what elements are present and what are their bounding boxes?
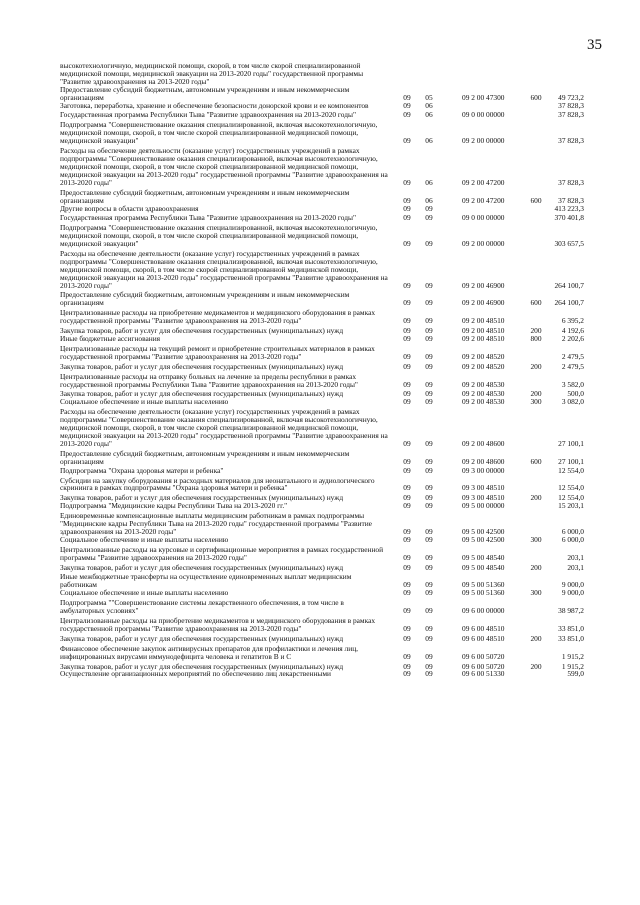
amount: 33 851,0 [558, 633, 584, 643]
amount: 2 202,6 [561, 334, 584, 343]
amount: 203,1 [567, 552, 584, 562]
amount: 9 000,0 [561, 588, 584, 598]
subsection-code: 06 [425, 100, 433, 110]
subsection-code: 09 [425, 456, 433, 466]
row-name: Расходы на обеспечение деятельности (оказание услуг) государственных учреждений в рамках подпрограммы "Совершенствование оказания специализированной, включая высокотехнологичную, медицинской помощи, скорой, в том числе скорой специализированной медицинской помощи, медицинской эвакуации на 2013-2020 годы" государственной программы "Развитие здравоохранения на 2013-2020 годы" [60, 407, 388, 448]
subsection-code: 09 [425, 438, 433, 448]
expense-type-code: 200 [530, 562, 542, 572]
row-name: Централизованные расходы на курсовые и сертификационные мероприятия в рамках государственной программы "Развитие здравоохранения на 2013-2020 годы" [60, 544, 384, 562]
row-name: высокотехнологичную, медицинской помощи, скорой, в том числе скорой специализированной медицинской помощи, медицинской эвакуации на 2013-2020 годы" государственной программы "Развитие здравоохранения на 2013-2020 годы" [60, 61, 364, 86]
subsection-code: 09 [425, 651, 433, 661]
section-code: 09 [403, 110, 411, 120]
subsection-code: 09 [425, 534, 433, 544]
table-row [60, 345, 584, 361]
section-code: 09 [403, 204, 411, 214]
target-article-code: 09 2 00 48530 [462, 389, 505, 399]
section-code: 09 [403, 397, 411, 407]
row-name: Централизованные расходы на отправку больных на лечение за пределы республики в рамках государственной программы Республики Тыва "Развитие здравоохранения на 2013-2020 годы" [60, 371, 358, 389]
table-row [60, 373, 584, 389]
table-row [60, 573, 584, 589]
row-name: Централизованные расходы на приобретение медикаментов и медицинского оборудования в рамках государственной программы "Развитие здравоохранения на 2013-2020 годы" [60, 616, 376, 633]
target-article-code: 09 3 00 48510 [462, 483, 505, 493]
table-row [60, 214, 584, 222]
target-article-code: 09 2 00 48510 [462, 326, 505, 336]
row-name: Подпрограмма "Медицинские кадры Республики Тыва на 2013-2020 гг." [60, 501, 288, 511]
row-name: Предоставление субсидий бюджетным, автономным учреждениям и иным некоммерческим организациям [60, 448, 350, 466]
amount: 370 401,8 [554, 213, 584, 223]
row-name: Закупка товаров, работ и услуг для обеспечения государственных (муниципальных) нужд [60, 389, 344, 399]
table-row [60, 477, 584, 493]
subsection-code: 09 [425, 351, 433, 361]
row-name: Осуществление организационных мероприятий по обеспечению лиц лекарственными [60, 669, 331, 679]
expense-type-code: 300 [530, 588, 542, 598]
target-article-code: 09 2 00 48530 [462, 379, 505, 389]
subsection-code: 09 [425, 580, 433, 590]
target-article-code: 09 6 00 51330 [462, 669, 505, 679]
section-code: 09 [403, 651, 411, 661]
expense-type-code: 300 [530, 397, 542, 407]
target-article-code: 09 5 00 51360 [462, 580, 505, 590]
subsection-code: 09 [425, 204, 433, 214]
section-code: 09 [403, 534, 411, 544]
row-name: Социальное обеспечение и иные выплаты населению [60, 534, 229, 544]
amount: 3 082,0 [561, 397, 584, 407]
amount: 6 000,0 [561, 526, 584, 536]
target-article-code: 09 2 00 46900 [462, 298, 505, 308]
subsection-code: 09 [425, 298, 433, 308]
table-row [60, 450, 584, 466]
table-row [60, 62, 584, 86]
amount: 3 582,0 [561, 379, 584, 389]
table-row [60, 250, 584, 290]
amount: 12 554,0 [558, 493, 584, 503]
amount: 38 987,2 [558, 606, 584, 616]
amount: 37 828,3 [558, 195, 584, 205]
subsection-code: 09 [425, 661, 433, 671]
amount: 500,0 [567, 389, 584, 399]
target-article-code: 09 2 00 48530 [462, 397, 505, 407]
section-code: 09 [403, 213, 411, 223]
subsection-code: 09 [425, 562, 433, 572]
subsection-code: 06 [425, 136, 433, 146]
section-code: 09 [403, 669, 411, 679]
amount: 413 223,3 [554, 204, 584, 214]
section-code: 09 [403, 456, 411, 466]
section-code: 09 [403, 588, 411, 598]
row-name: Закупка товаров, работ и услуг для обеспечения государственных (муниципальных) нужд [60, 661, 344, 671]
amount: 37 828,3 [558, 136, 584, 146]
target-article-code: 09 2 00 47200 [462, 195, 505, 205]
row-name: Финансовое обеспечение закупок антивирусных препаратов для профилактики и лечения лиц, инфицированных вирусами иммунодефицита человека и гепатитов В и С [60, 643, 359, 661]
row-name: Централизованные расходы на текущий ремонт и приобретение строительных материалов в рамках государственной программы "Развитие здравоохранения на 2013-2020 годы" [60, 343, 375, 361]
subsection-code: 09 [425, 389, 433, 399]
subsection-code: 09 [425, 326, 433, 336]
subsection-code: 06 [425, 110, 433, 120]
target-article-code: 09 6 00 50720 [462, 661, 505, 671]
row-name: Закупка товаров, работ и услуг для обеспечения государственных (муниципальных) нужд [60, 493, 344, 503]
subsection-code: 09 [425, 669, 433, 679]
section-code: 09 [403, 177, 411, 187]
amount: 1 915,2 [561, 651, 584, 661]
expense-type-code: 200 [530, 389, 542, 399]
row-name: Подпрограмма "Совершенствование оказания специализированной, включая высокотехнологичную, медицинской помощи, скорой, в том числе скорой специализированной медицинской помощи, медицинской эвакуации" [60, 223, 378, 249]
amount: 33 851,0 [558, 623, 584, 633]
subsection-code: 09 [425, 526, 433, 536]
expense-type-code: 600 [530, 456, 542, 466]
row-name: Подпрограмма ""Совершенствование системы лекарственного обеспечения, в том числе в амбулаторных условиях" [60, 598, 344, 616]
subsection-code: 09 [425, 552, 433, 562]
table-row [60, 617, 584, 633]
section-code: 09 [403, 580, 411, 590]
row-name: Единовременные компенсационные выплаты медицинским работникам в рамках подпрограммы "Медицинские кадры Республики Тыва на 2013-2020 годы" государственной программы "Развитие здравоохранения на 2013-2020 годы" [60, 511, 372, 536]
target-article-code: 09 5 00 00000 [462, 501, 505, 511]
row-name: Закупка товаров, работ и услуг для обеспечения государственных (муниципальных) нужд [60, 361, 344, 371]
table-row [60, 546, 584, 562]
section-code: 09 [403, 438, 411, 448]
section-code: 09 [403, 280, 411, 290]
subsection-code: 09 [425, 213, 433, 223]
amount: 37 828,3 [558, 100, 584, 110]
section-code: 09 [403, 493, 411, 503]
subsection-code: 05 [425, 92, 433, 102]
row-name: Централизованные расходы на приобретение медикаментов и медицинского оборудования в рамках государственной программы "Развитие здравоохранения на 2013-2020 годы" [60, 308, 376, 326]
target-article-code: 09 3 00 48510 [462, 493, 505, 503]
table-row [60, 589, 584, 597]
table-row [60, 121, 584, 145]
row-name: Субсидии на закупку оборудования и расходных материалов для неонатального и аудиологического скрининга в рамках подпрограммы "Охрана здоровья матери и ребенка" [60, 475, 375, 493]
section-code: 09 [403, 633, 411, 643]
section-code: 09 [403, 351, 411, 361]
table-row [60, 86, 584, 102]
target-article-code: 09 3 00 00000 [462, 465, 505, 475]
amount: 37 828,3 [558, 177, 584, 187]
section-code: 09 [403, 298, 411, 308]
amount: 4 192,6 [561, 326, 584, 336]
amount: 12 554,0 [558, 465, 584, 475]
subsection-code: 09 [425, 379, 433, 389]
target-article-code: 09 2 00 48510 [462, 316, 505, 326]
section-code: 09 [403, 526, 411, 536]
section-code: 09 [403, 389, 411, 399]
row-name: Закупка товаров, работ и услуг для обеспечения государственных (муниципальных) нужд [60, 633, 344, 643]
subsection-code: 09 [425, 397, 433, 407]
section-code: 09 [403, 483, 411, 493]
table-row [60, 111, 584, 119]
row-name: Социальное обеспечение и иные выплаты населению [60, 397, 229, 407]
row-name: Государственная программа Республики Тыва "Развитие здравоохранения на 2013-2020 годы" [60, 110, 357, 120]
subsection-code: 09 [425, 316, 433, 326]
section-code: 09 [403, 465, 411, 475]
row-name: Иные бюджетные ассигнования [60, 334, 161, 343]
subsection-code: 09 [425, 501, 433, 511]
target-article-code: 09 5 00 42500 [462, 534, 505, 544]
amount: 2 479,5 [561, 361, 584, 371]
subsection-code: 06 [425, 177, 433, 187]
section-code: 09 [403, 195, 411, 205]
amount: 49 723,2 [558, 92, 584, 102]
amount: 2 479,5 [561, 351, 584, 361]
table-row [60, 564, 584, 572]
expense-type-code: 600 [530, 298, 542, 308]
target-article-code: 09 2 00 48520 [462, 361, 505, 371]
subsection-code: 09 [425, 633, 433, 643]
table-row [60, 398, 584, 406]
expense-type-code: 300 [530, 534, 542, 544]
expense-type-code: 200 [530, 661, 542, 671]
row-name: Подпрограмма "Охрана здоровья матери и ребенка" [60, 465, 224, 475]
target-article-code: 09 2 00 48600 [462, 438, 505, 448]
amount: 6 395,2 [561, 316, 584, 326]
table-row [60, 599, 584, 615]
subsection-code: 09 [425, 623, 433, 633]
amount: 37 828,3 [558, 110, 584, 120]
row-name: Другие вопросы в области здравоохранения [60, 204, 199, 214]
section-code: 09 [403, 606, 411, 616]
table-row [60, 408, 584, 448]
target-article-code: 09 0 00 00000 [462, 213, 505, 223]
row-name: Предоставление субсидий бюджетным, автономным учреждениям и иным некоммерческим организациям [60, 84, 350, 102]
section-code: 09 [403, 326, 411, 336]
target-article-code: 09 2 00 48520 [462, 351, 505, 361]
row-name: Подпрограмма "Совершенствование оказания специализированной, включая высокотехнологичную, медицинской помощи, скорой, в том числе скорой специализированной медицинской помощи, медицинской эвакуации" [60, 120, 378, 146]
table-row [60, 102, 584, 110]
row-name: Закупка товаров, работ и услуг для обеспечения государственных (муниципальных) нужд [60, 326, 344, 336]
amount: 15 203,1 [558, 501, 584, 511]
subsection-code: 09 [425, 588, 433, 598]
expense-type-code: 200 [530, 361, 542, 371]
row-name: Расходы на обеспечение деятельности (оказание услуг) государственных учреждений в рамках подпрограммы "Совершенствование оказания специализированной, включая высокотехнологичную, медицинской помощи, скорой, в том числе скорой специализированной медицинской помощи, медицинской эвакуации на 2013-2020 годы" государственной программы "Развитие здравоохранения на 2013-2020 годы" [60, 146, 388, 187]
amount: 264 100,7 [554, 298, 584, 308]
amount: 9 000,0 [561, 580, 584, 590]
section-code: 09 [403, 100, 411, 110]
target-article-code: 09 0 00 00000 [462, 110, 505, 120]
row-name: Государственная программа Республики Тыва "Развитие здравоохранения на 2013-2020 годы" [60, 213, 357, 223]
target-article-code: 09 6 00 00000 [462, 606, 505, 616]
target-article-code: 09 2 00 47200 [462, 177, 505, 187]
target-article-code: 09 2 00 48600 [462, 456, 505, 466]
section-code: 09 [403, 661, 411, 671]
target-article-code: 09 5 00 51360 [462, 588, 505, 598]
target-article-code: 09 2 00 48510 [462, 334, 505, 343]
amount: 6 000,0 [561, 534, 584, 544]
row-name: Заготовка, переработка, хранение и обеспечение безопасности донорской крови и ее компонентов [60, 100, 369, 110]
table-row [60, 512, 584, 536]
section-code: 09 [403, 316, 411, 326]
table-row [60, 635, 584, 643]
section-code: 09 [403, 136, 411, 146]
subsection-code: 09 [425, 493, 433, 503]
table-row [60, 645, 584, 661]
amount: 303 657,5 [554, 239, 584, 249]
page-number: 35 [587, 37, 602, 53]
budget-table [60, 62, 584, 678]
table-row [60, 670, 584, 678]
expense-type-code: 600 [530, 92, 542, 102]
expense-type-code: 200 [530, 493, 542, 503]
subsection-code: 09 [425, 606, 433, 616]
table-row [60, 309, 584, 325]
expense-type-code: 600 [530, 195, 542, 205]
target-article-code: 09 6 00 48510 [462, 623, 505, 633]
target-article-code: 09 2 00 47300 [462, 92, 505, 102]
amount: 27 100,1 [558, 456, 584, 466]
subsection-code: 09 [425, 465, 433, 475]
expense-type-code: 800 [530, 334, 542, 343]
section-code: 09 [403, 562, 411, 572]
target-article-code: 09 5 00 42500 [462, 526, 505, 536]
table-row [60, 147, 584, 187]
amount: 599,0 [567, 669, 584, 679]
subsection-code: 09 [425, 334, 433, 343]
section-code: 09 [403, 334, 411, 343]
target-article-code: 09 5 00 48540 [462, 552, 505, 562]
subsection-code: 09 [425, 280, 433, 290]
target-article-code: 09 2 00 46900 [462, 280, 505, 290]
section-code: 09 [403, 379, 411, 389]
row-name: Расходы на обеспечение деятельности (оказание услуг) государственных учреждений в рамках подпрограммы "Совершенствование оказания специализированной, включая высокотехнологичную, медицинской помощи, скорой, в том числе скорой специализированной медицинской помощи, медицинской эвакуации на 2013-2020 годы" государственной программы "Развитие здравоохранения на 2013-2020 годы" [60, 248, 388, 290]
expense-type-code: 200 [530, 326, 542, 336]
amount: 203,1 [567, 562, 584, 572]
table-row [60, 291, 584, 307]
section-code: 09 [403, 501, 411, 511]
section-code: 09 [403, 623, 411, 633]
table-row [60, 335, 584, 343]
row-name: Социальное обеспечение и иные выплаты населению [60, 588, 229, 598]
target-article-code: 09 6 00 48510 [462, 633, 505, 643]
target-article-code: 09 6 00 50720 [462, 651, 505, 661]
subsection-code: 09 [425, 483, 433, 493]
amount: 1 915,2 [561, 661, 584, 671]
table-row [60, 536, 584, 544]
row-name: Предоставление субсидий бюджетным, автономным учреждениям и иным некоммерческим организациям [60, 187, 350, 205]
amount: 27 100,1 [558, 438, 584, 448]
target-article-code: 09 5 00 48540 [462, 562, 505, 572]
target-article-code: 09 2 00 00000 [462, 239, 505, 249]
target-article-code: 09 2 00 00000 [462, 136, 505, 146]
table-row [60, 205, 584, 213]
amount: 264 100,7 [554, 280, 584, 290]
table-row [60, 363, 584, 371]
table-row [60, 224, 584, 248]
amount: 12 554,0 [558, 483, 584, 493]
subsection-code: 06 [425, 195, 433, 205]
section-code: 09 [403, 239, 411, 249]
row-name: Иные межбюджетные трансферты на осуществление единовременных выплат медицинским работникам [60, 572, 352, 590]
row-name: Закупка товаров, работ и услуг для обеспечения государственных (муниципальных) нужд [60, 562, 344, 572]
table-row [60, 467, 584, 475]
table-row [60, 189, 584, 205]
section-code: 09 [403, 92, 411, 102]
table-row [60, 502, 584, 510]
section-code: 09 [403, 361, 411, 371]
subsection-code: 09 [425, 361, 433, 371]
expense-type-code: 200 [530, 633, 542, 643]
section-code: 09 [403, 552, 411, 562]
subsection-code: 09 [425, 239, 433, 249]
row-name: Предоставление субсидий бюджетным, автономным учреждениям и иным некоммерческим организациям [60, 290, 350, 308]
